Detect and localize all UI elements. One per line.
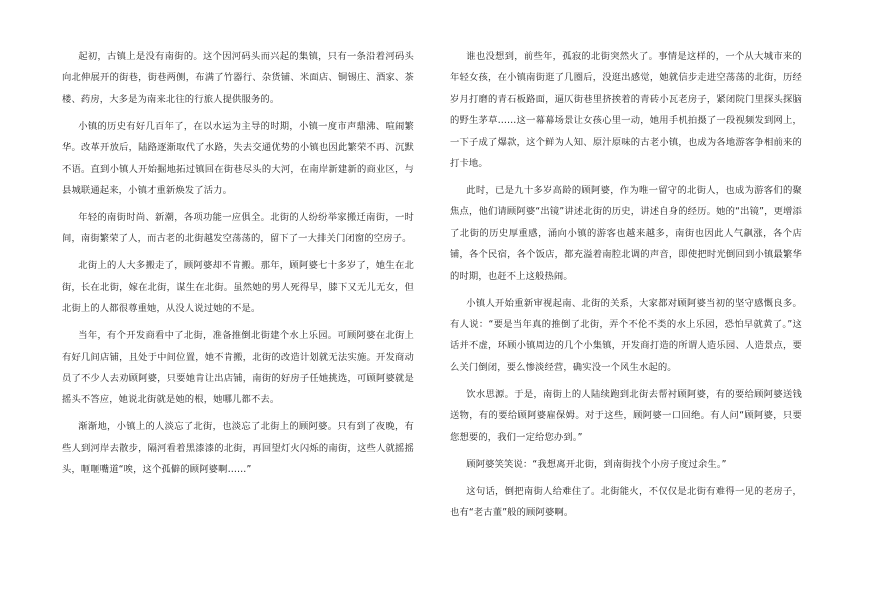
paragraph: 北街上的人大多搬走了，顾阿婆却不肯搬。那年，顾阿婆七十多岁了，她生在北街，长在北街，嫁在北街，谋生在北街。虽然她的男人死得早，膝下又无儿无女，但北街上的人都很尊重她，从没人说过她的不是。 — [62, 260, 414, 315]
paragraph: 渐渐地，小镇上的人淡忘了北街，也淡忘了北街上的顾阿婆。只有到了夜晚，有些人到河岸去散步，隔河看着黑漆漆的北街，再回望灯火闪烁的南街，这些人就摇摇头，咂咂嘴道“唉，这个孤僻的顾阿婆啊……” — [62, 421, 414, 476]
paragraph: 小镇人开始重新审视起南、北街的关系，大家都对顾阿婆当初的坚守感慨良多。有人说：“要是当年真的推倒了北街，弄个不伦不类的水上乐园，恐怕早就黄了。”这话并不虚，环顾小镇周边的几个小集镇，开发商打造的所谓人造乐园、人造景点，要么关门倒闭，要么惨淡经营，确实没一个风生水起的。 — [450, 297, 802, 373]
right-column — [450, 46, 802, 529]
paragraph: 小镇的历史有好几百年了，在以水运为主导的时期，小镇一度市声鼎沸、喧闹繁华。改革开放后，陆路逐渐取代了水路，失去交通优势的小镇也因此繁荣不再、沉默不语。直到小镇人开始掘地拓过镇回在街巷尽头的大河，在南岸新建新的商业区，与县城联通起来，小镇才重新焕发了活力。 — [62, 120, 414, 197]
left-column — [62, 46, 414, 486]
paragraph: 年轻的南街时尚、新潮，各项功能一应俱全。北街的人纷纷举家搬迁南街，一时间，南街繁荣了人，而古老的北街越发空荡荡的，留下了一大排关门闭窗的空房子。 — [62, 212, 414, 245]
paragraph: 这句话，倒把南街人给难住了。北街能火，不仅仅是北街有难得一见的老房子，也有“老古董”般的顾阿婆啊。 — [450, 485, 802, 519]
paragraph: 此时，已是九十多岁高龄的顾阿婆，作为唯一留守的北街人，也成为游客们的聚焦点，他们请顾阿婆“出镜”讲述北街的历史，讲述自身的经历。她的“出镜”，更增添了北街的历史厚重感，涌向小镇的游客也越来越多，南街也因此人气飙涨，各个店铺，各个民宿，各个饭店，都充溢着南腔北调的声音，即使把时光倒回到小镇最繁华的时期，也赶不上这般热闹。 — [450, 185, 802, 282]
paragraph: 饮水思源。于是，南街上的人陆续跑到北街去帮衬顾阿婆，有的要给顾阿婆送钱送物，有的要给顾阿婆雇保姆。对于这些，顾阿婆一口回绝。有人问“顾阿婆，只要您想要的，我们一定给您办到。” — [450, 388, 802, 443]
paragraph: 当年，有个开发商看中了北街，准备推倒北街建个水上乐园。可顾阿婆在北街上有好几间店铺，且处于中间位置，她不肯搬，北街的改造计划就无法实施。开发商动员了不少人去劝顾阿婆，只要她肯让出店铺，南街的好房子任她挑选，可顾阿婆就是摇头不答应，她说北街就是她的根，她哪儿都不去。 — [62, 330, 414, 406]
paragraph: 顾阿婆笑笑说：“我想离开北街，到南街找个小房子度过余生。” — [466, 458, 727, 470]
paragraph: 谁也没想到，前些年，孤寂的北街突然火了。事情是这样的，一个从大城市来的年轻女孩，在小镇南街逛了几圈后，没逛出感觉，她就信步走进空荡荡的北街，历经岁月打磨的青石板路面，逼仄街巷里挤挨着的青砖小瓦老房子，紧闭院门里探头探脑的野生茅草……这一幕幕场景让女孩心里一动，她用手机拍摄了一段视频发到网上，一下子成了爆款，这个鲜为人知、原汁原味的古老小镇，也成为各地游客争相前来的打卡地。 — [450, 51, 802, 170]
paragraph: 起初，古镇上是没有南街的。这个因河码头而兴起的集镇，只有一条沿着河码头向北伸展开的街巷，街巷两侧，布满了竹器行、杂货铺、米面店、铜锡庄、酒家、茶楼、药房，大多是为南来北往的行旅人提供服务的。 — [62, 51, 414, 105]
